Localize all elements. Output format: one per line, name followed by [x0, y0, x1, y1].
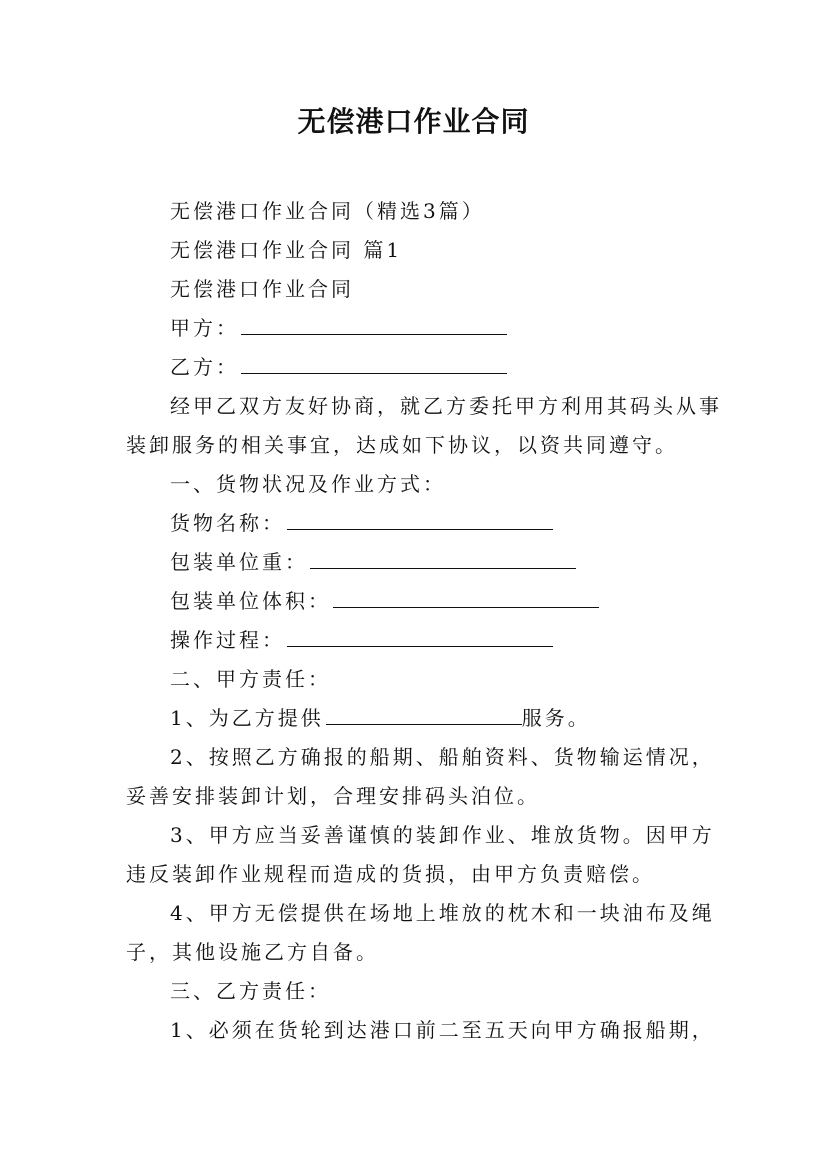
document-title: 无偿港口作业合同 — [297, 105, 530, 138]
section-1-heading: 一、货物状况及作业方式： — [170, 472, 446, 496]
clause-a3-line-1: 3、甲方应当妥善谨慎的装卸作业、堆放货物。因甲方 — [170, 823, 715, 847]
process-label: 操作过程： — [170, 628, 285, 652]
goods-name-blank — [287, 511, 553, 530]
section-3-heading: 三、乙方责任： — [170, 979, 331, 1003]
goods-name-label: 货物名称： — [170, 511, 285, 535]
clause-a4-line-1: 4、甲方无偿提供在场地上堆放的枕木和一块油布及绳 — [170, 901, 715, 925]
goods-name-line — [170, 510, 553, 536]
party-a-label: 甲方： — [170, 316, 239, 340]
clause-a1-blank — [326, 706, 522, 725]
process-line — [170, 627, 553, 653]
party-b-line — [170, 354, 507, 380]
section-heading: 无偿港口作业合同 篇1 — [170, 238, 403, 262]
clause-a1-prefix: 1、为乙方提供 — [170, 706, 324, 730]
pack-weight-label: 包装单位重： — [170, 550, 308, 574]
party-b-label: 乙方： — [170, 355, 239, 379]
intro-paragraph-line-1: 经甲乙双方友好协商，就乙方委托甲方利用其码头从事 — [170, 394, 722, 418]
pack-volume-label: 包装单位体积： — [170, 589, 331, 613]
intro-paragraph-line-2: 装卸服务的相关事宜，达成如下协议，以资共同遵守。 — [126, 433, 678, 457]
party-a-blank — [241, 316, 507, 335]
contract-name: 无偿港口作业合同 — [170, 277, 354, 301]
process-blank — [287, 628, 553, 647]
pack-volume-blank — [333, 589, 599, 608]
clause-a2-line-2: 妥善安排装卸计划，合理安排码头泊位。 — [126, 784, 540, 808]
pack-volume-line — [170, 588, 599, 614]
party-a-line — [170, 315, 507, 341]
clause-a3-line-2: 违反装卸作业规程而造成的货损，由甲方负责赔偿。 — [126, 862, 655, 886]
subtitle-line: 无偿港口作业合同（精选3篇） — [170, 199, 485, 223]
clause-a2-line-1: 2、按照乙方确报的船期、船舶资料、货物输运情况， — [170, 745, 715, 769]
party-b-blank — [241, 355, 507, 374]
pack-weight-blank — [310, 550, 576, 569]
pack-weight-line — [170, 549, 576, 575]
clause-a1-line — [170, 705, 591, 731]
clause-a1-suffix: 服务。 — [521, 706, 591, 730]
clause-b1-line-1: 1、必须在货轮到达港口前二至五天向甲方确报船期， — [170, 1018, 715, 1042]
clause-a4-line-2: 子，其他设施乙方自备。 — [126, 940, 379, 964]
section-2-heading: 二、甲方责任： — [170, 667, 331, 691]
